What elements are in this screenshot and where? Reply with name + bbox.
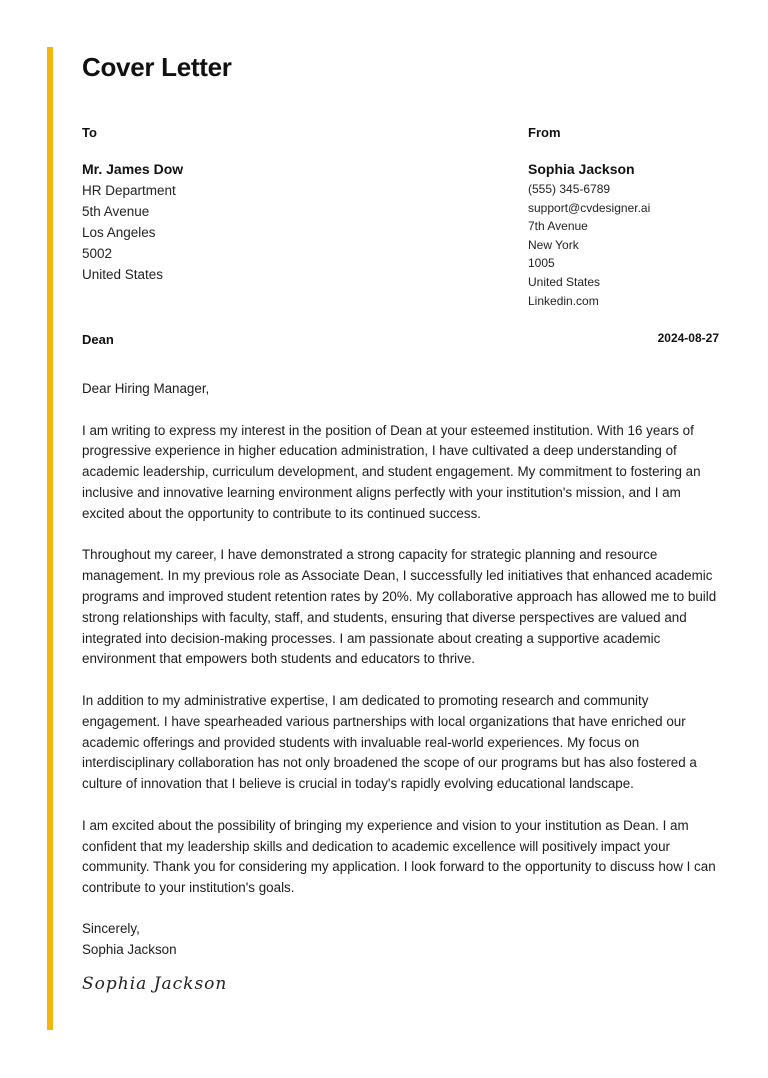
letter-date: 2024-08-27 (657, 331, 719, 345)
recipient-block (82, 160, 382, 285)
to-heading: To (82, 125, 97, 140)
recipient-city: Los Angeles (82, 225, 156, 240)
signoff-name: Sophia Jackson (82, 941, 177, 957)
body-paragraph-2: Throughout my career, I have demonstrated a strong capacity for strategic planning and resource management. In my previous role as Associate Dean, I successfully led initiatives that enhanced academic programs and improved student retention rates by 20%. My collaborative approach has allowed me to build strong relationships with faculty, staff, and students, ensuring that diverse perspectives are valued and integrated into decision-making processes. I am passionate about creating a supportive academic environment that empowers both students and educators to thrive. (82, 547, 717, 667)
sender-postal-code: 1005 (528, 256, 555, 271)
position-title: Dean (82, 332, 114, 347)
sender-country: United States (528, 274, 601, 289)
signature: Sophia Jackson (82, 974, 228, 994)
recipient-postal-code: 5002 (82, 246, 113, 261)
sender-phone: (555) 345-6789 (528, 182, 611, 196)
sender-street: 7th Avenue (528, 219, 588, 234)
closing-block (82, 919, 177, 961)
from-heading: From (528, 125, 561, 140)
sender-email: support@cvdesigner.ai (528, 200, 651, 215)
salutation: Dear Hiring Manager, (82, 381, 210, 396)
sender-name: Sophia Jackson (528, 161, 635, 177)
accent-bar (47, 47, 53, 1030)
letter-body (82, 379, 722, 920)
page-title: Cover Letter (82, 52, 232, 82)
recipient-country: United States (82, 267, 164, 282)
body-paragraph-1: I am writing to express my interest in the position of Dean at your esteemed institution. With 16 years of progressive experience in higher education administration, I have cultivated a deep understanding of academic leadership, curriculum development, and student engagement. My commitment to fostering an inclusive and innovative learning environment aligns perfectly with your institution's mission, and I am excited about the opportunity to contribute to its continued success. (82, 422, 701, 521)
sender-linkedin: Linkedin.com (528, 293, 599, 308)
recipient-department: HR Department (82, 183, 176, 198)
recipient-street: 5th Avenue (82, 204, 150, 219)
body-paragraph-3: In addition to my administrative expertise, I am dedicated to promoting research and community engagement. I have spearheaded various partnerships with local organizations that have enriched our academic offerings and provided students with invaluable real-world experiences. My focus on interdisciplinary collaboration has not only broadened the scope of our programs but has also fostered a culture of innovation that I believe is crucial in today's rapidly evolving educational landscape. (82, 692, 697, 792)
recipient-name: Mr. James Dow (82, 161, 184, 177)
sender-block (528, 160, 738, 310)
closing: Sincerely, (82, 921, 140, 936)
sender-city: New York (528, 237, 579, 252)
body-paragraph-4: I am excited about the possibility of bringing my experience and vision to your institution as Dean. I am confident that my leadership skills and dedication to academic excellence will positively impact your community. Thank you for considering my application. I look forward to the opportunity to discuss how I can contribute to your institution's goals. (82, 817, 716, 896)
